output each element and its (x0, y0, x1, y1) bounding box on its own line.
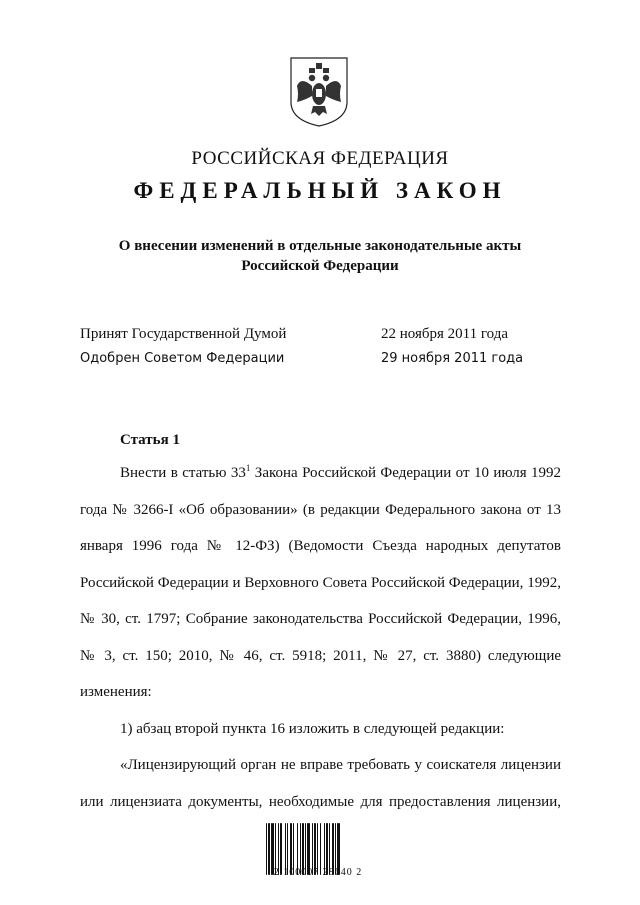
law-subject (80, 236, 560, 276)
law-subject-line-1: О внесении изменений в отдельные законодательные акты (118, 238, 522, 254)
country-name: РОССИЙСКАЯ ФЕДЕРАЦИЯ (191, 148, 449, 169)
article-1-paragraph-3: «Лицензирующий орган не вправе требовать у соискателя лицензии или лицензиата документы, необходимые для предоставления лицензии, (80, 757, 561, 810)
council-label: Одобрен Советом Федерации (80, 351, 285, 366)
article-1-title: Статья 1 (120, 432, 180, 448)
article-1-p1-superscript: 1 (245, 463, 251, 473)
article-1-body (80, 455, 561, 820)
document-type-title: ФЕДЕРАЛЬНЫЙ ЗАКОН (133, 178, 507, 203)
duma-date: 22 ноября 2011 года (381, 326, 509, 342)
article-1-paragraph-2: 1) абзац второй пункта 16 изложить в следующей редакции: (120, 720, 505, 737)
coat-of-arms-emblem-icon (287, 56, 351, 128)
barcode-number: 2 100007 28640 2 (273, 867, 363, 878)
duma-label: Принят Государственной Думой (80, 326, 287, 342)
article-1-p1-post: Закона Российской Федерации от 10 июля 1992 года № 3266-I «Об образовании» (в редакции Федерального закона от 13 января 1996 года № 12-ФЗ) (Ведомости Съезда народных депутатов Российской Федерации и Верховного Совета Российской Федерации, 1992, № 30, ст. 1797; Собрание законодательства Российской Федерации, 1996, № 3, ст. 150; 2010, № 46, ст. 5918; 2011, № 27, ст. 3880) следующие изменения: (80, 465, 562, 700)
law-subject-line-2: Российской Федерации (241, 258, 399, 274)
council-date: 29 ноября 2011 года (381, 351, 524, 366)
article-1-p1-pre: Внести в статью 33 (120, 465, 246, 481)
article-1-paragraph-1 (80, 455, 561, 711)
